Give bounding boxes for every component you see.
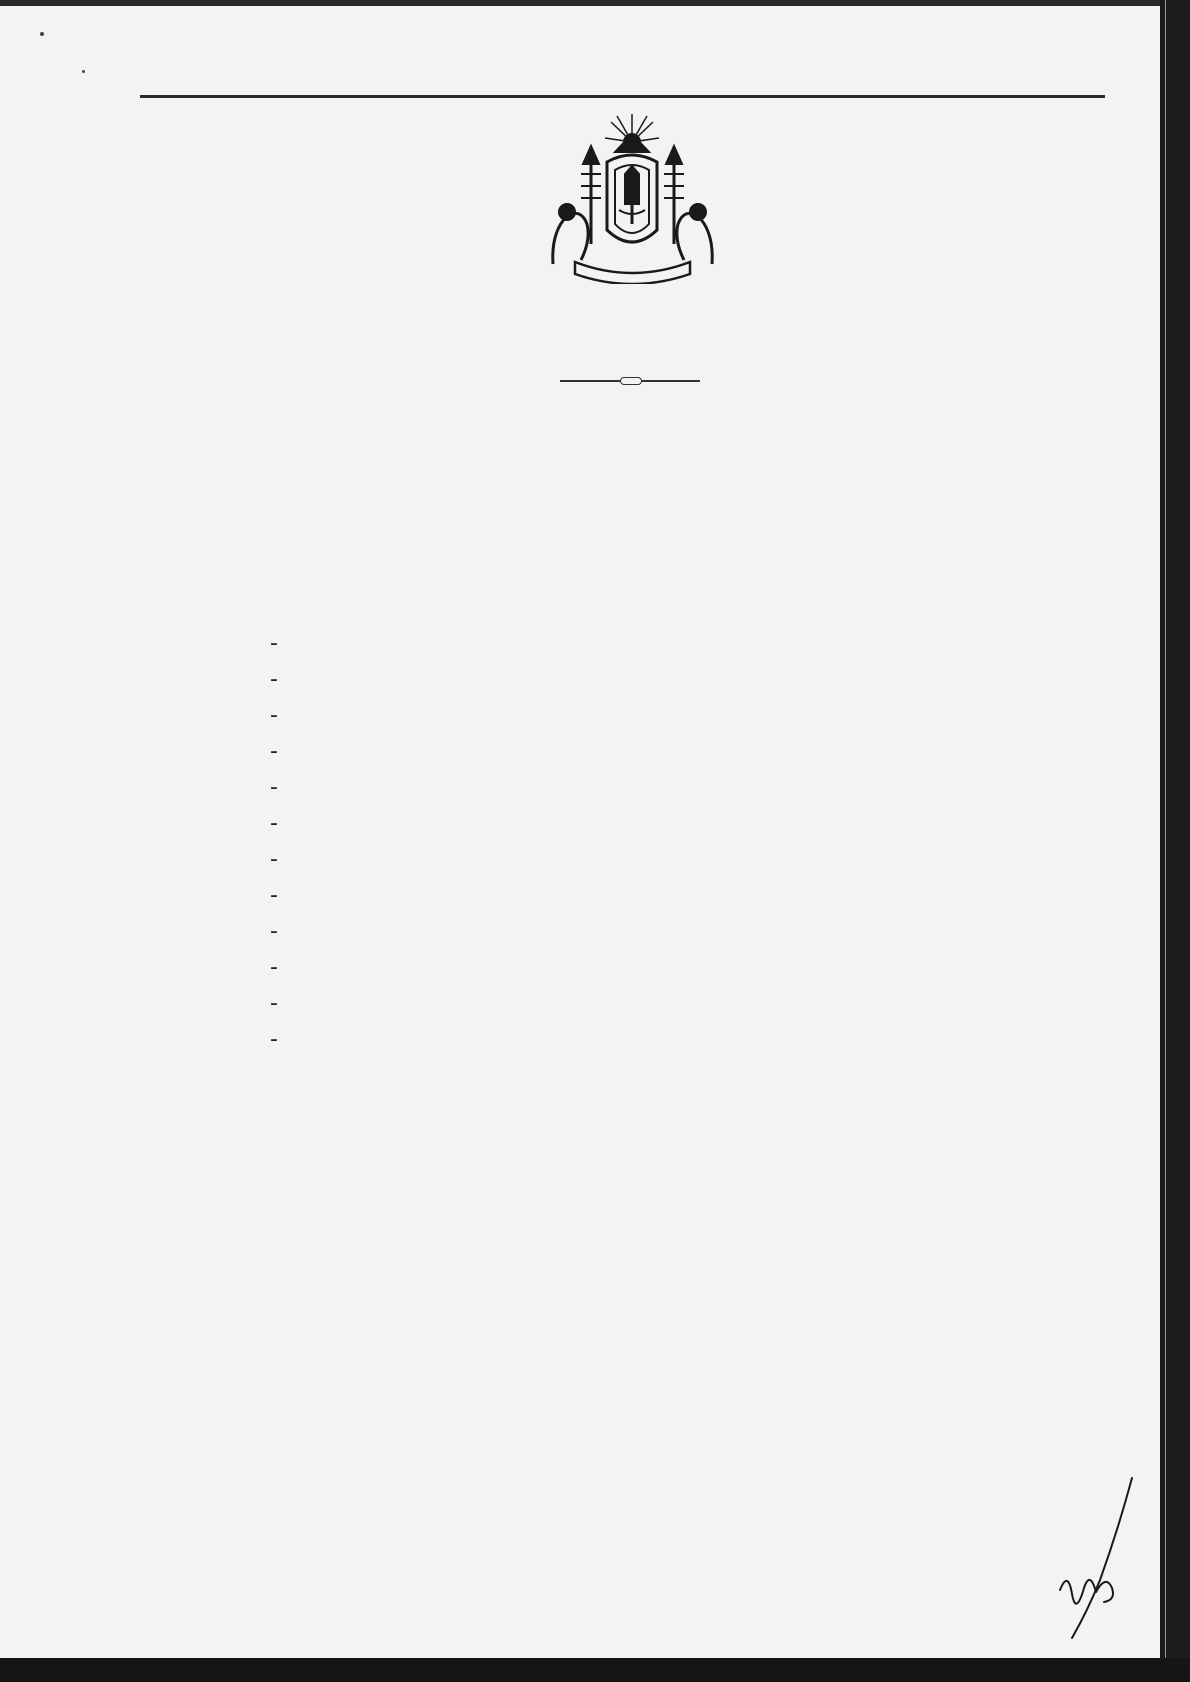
member-role [1031, 1399, 1106, 1432]
royal-coat-of-arms-icon [545, 112, 720, 284]
gazette-header [140, 42, 1105, 88]
member-rank [315, 1399, 470, 1432]
header-rule [140, 95, 1105, 98]
table-row [270, 1234, 1106, 1267]
table-row [270, 1267, 1106, 1300]
margin-speck [40, 32, 44, 36]
member-role [1031, 1366, 1106, 1399]
recital-item [270, 1022, 1080, 1058]
member-role [1031, 1267, 1106, 1300]
member-number [270, 1366, 315, 1399]
member-role [1031, 1333, 1106, 1366]
recital-item [270, 770, 1080, 806]
member-number [270, 1399, 315, 1432]
member-role [1031, 1234, 1106, 1267]
member-position [615, 1234, 1031, 1267]
member-name [470, 1267, 615, 1300]
ornament-divider [560, 380, 700, 382]
recital-item [270, 698, 1080, 734]
member-position [615, 1399, 1031, 1432]
member-rank [315, 1366, 470, 1399]
recital-item [270, 626, 1080, 662]
member-name [470, 1399, 615, 1432]
member-rank [315, 1234, 470, 1267]
member-rank [315, 1333, 470, 1366]
table-row [270, 1399, 1106, 1432]
handwritten-initials-icon [1020, 1470, 1140, 1650]
recitals-list [270, 626, 1080, 1058]
table-row [270, 1333, 1106, 1366]
recital-item [270, 662, 1080, 698]
member-position [615, 1333, 1031, 1366]
member-number [270, 1300, 315, 1333]
recital-item [270, 914, 1080, 950]
member-position [615, 1300, 1031, 1333]
member-rank [315, 1300, 470, 1333]
member-position [615, 1267, 1031, 1300]
recital-item [270, 734, 1080, 770]
recital-item [270, 806, 1080, 842]
margin-speck [82, 70, 85, 73]
scan-edge-top [0, 0, 1190, 6]
table-row [270, 1366, 1106, 1399]
table-row [270, 1300, 1106, 1333]
members-table [270, 1234, 1106, 1432]
recital-item [270, 878, 1080, 914]
page-edge-line [1165, 0, 1166, 1682]
member-role [1031, 1300, 1106, 1333]
member-number [270, 1234, 315, 1267]
member-name [470, 1333, 615, 1366]
member-name [470, 1234, 615, 1267]
member-name [470, 1366, 615, 1399]
recital-item [270, 842, 1080, 878]
member-position [615, 1366, 1031, 1399]
member-name [470, 1300, 615, 1333]
recital-item [270, 986, 1080, 1022]
member-rank [315, 1267, 470, 1300]
recital-item [270, 950, 1080, 986]
member-number [270, 1333, 315, 1366]
member-number [270, 1267, 315, 1300]
scan-edge-bottom [0, 1658, 1190, 1682]
